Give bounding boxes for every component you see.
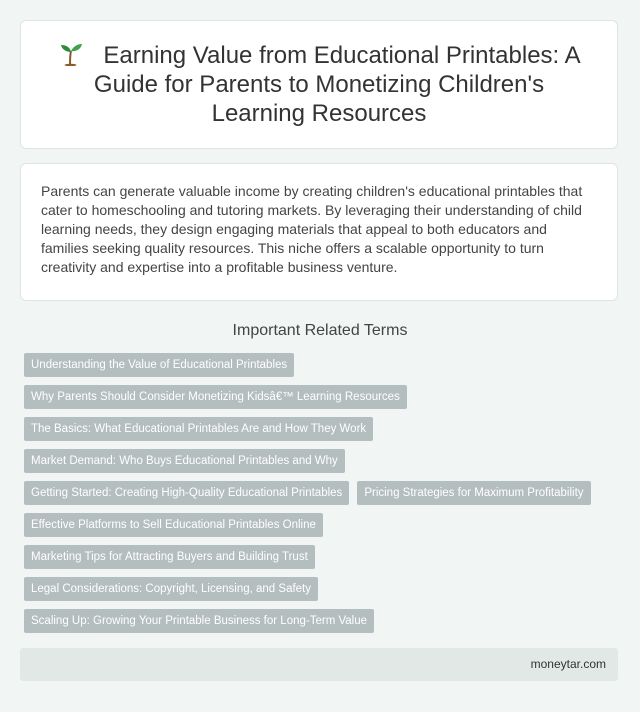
tag-row <box>24 513 624 537</box>
related-terms-list <box>24 353 624 641</box>
tag-row <box>24 577 624 601</box>
tag-row <box>24 385 624 409</box>
related-term-tag[interactable]: Scaling Up: Growing Your Printable Business for Long-Term Value <box>24 609 374 633</box>
tag-row <box>24 417 624 441</box>
related-term-tag[interactable]: Understanding the Value of Educational Printables <box>24 353 294 377</box>
related-term-tag[interactable]: The Basics: What Educational Printables Are and How They Work <box>24 417 373 441</box>
title-card <box>20 20 618 149</box>
sprout-icon <box>57 42 85 66</box>
related-term-tag[interactable]: Pricing Strategies for Maximum Profitability <box>357 481 590 505</box>
tag-row <box>24 545 624 569</box>
related-term-tag[interactable]: Effective Platforms to Sell Educational Printables Online <box>24 513 323 537</box>
page-title <box>45 41 593 128</box>
footer <box>20 648 618 681</box>
related-term-tag[interactable]: Marketing Tips for Attracting Buyers and Building Trust <box>24 545 315 569</box>
footer-site-link[interactable]: moneytar.com <box>530 657 606 671</box>
page-title-text: Earning Value from Educational Printables: A Guide for Parents to Monetizing Children's Learning Resources <box>93 42 581 127</box>
tag-row <box>24 449 624 473</box>
related-term-tag[interactable]: Legal Considerations: Copyright, Licensing, and Safety <box>24 577 318 601</box>
related-term-tag[interactable]: Market Demand: Who Buys Educational Printables and Why <box>24 449 345 473</box>
tag-row <box>24 481 624 505</box>
related-term-tag[interactable]: Why Parents Should Consider Monetizing Kidsâ€™ Learning Resources <box>24 385 407 409</box>
summary-text: Parents can generate valuable income by creating children's educational printables that cater to homeschooling and tutoring markets. By leveraging their understanding of child learning needs, they design engaging materials that appeal to both educators and families seeking quality resources. This niche offers a scalable opportunity to turn creativity and expertise into a profitable business venture. <box>41 183 583 275</box>
tag-row <box>24 353 624 377</box>
tag-row <box>24 609 624 633</box>
related-term-tag[interactable]: Getting Started: Creating High-Quality Educational Printables <box>24 481 349 505</box>
related-terms-heading: Important Related Terms <box>232 322 408 339</box>
summary-card <box>20 163 618 301</box>
